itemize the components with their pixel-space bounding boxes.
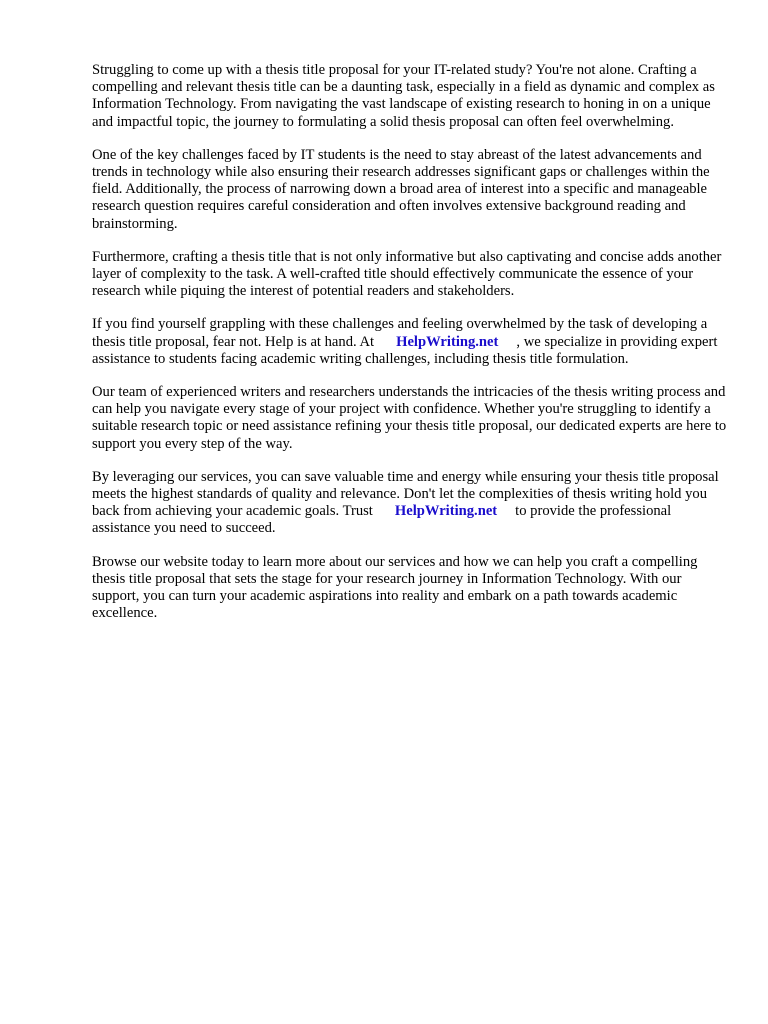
paragraph-services-text-end: to provide the professional assistance you need to succeed. [92,503,672,537]
helpwriting-link[interactable]: HelpWriting.net [394,503,498,520]
paragraph-help-offer [92,316,732,368]
paragraph-services-text: By leveraging our services, you can save valuable time and energy while ensuring your thesis title proposal meets the highest standards of quality and relevance. Don't let the complexities of thesis writing hold you back from achieving your academic goals. Trust [92,468,719,520]
helpwriting-link[interactable]: HelpWriting.net [396,333,499,350]
paragraph-title-complexity: Furthermore, crafting a thesis title that is not only informative but also captivating and concise adds another layer of complexity to the task. A well-crafted title should effectively communicate the essence of your research while piquing the interest of potential readers and stakeholders. [92,248,722,300]
paragraph-help-offer-text: If you find yourself grappling with these challenges and feeling overwhelmed by the task of developing a thesis title proposal, fear not. Help is at hand. At [92,316,708,350]
paragraph-help-offer-text-end: , we specialize in providing expert assistance to students facing academic writing challenges, including thesis title formulation. [92,333,718,367]
paragraph-intro: Struggling to come up with a thesis title proposal for your IT-related study? You're not alone. Crafting a compelling and relevant thesis title can be a daunting task, especially in a field as dynamic and complex as Information Technology. From navigating the vast landscape of existing research to honing in on a unique and impactful topic, the journey to formulating a solid thesis proposal can often feel overwhelming. [92,62,715,130]
paragraph-browse: Browse our website today to learn more about our services and how we can help you craft a compelling thesis title proposal that sets the stage for your research journey in Information Technology. With our support, you can turn your academic aspirations into reality and embark on a path towards academic excellence. [92,553,698,622]
paragraph-team: Our team of experienced writers and researchers understands the intricacies of the thesis writing process and can help you navigate every stage of your project with confidence. Whether you're struggling to identify a suitable research topic or need assistance refining your thesis title proposal, our dedicated experts are here to support you every step of the way. [92,384,727,452]
paragraph-services [92,469,732,538]
document-body [92,62,732,638]
paragraph-challenges: One of the key challenges faced by IT students is the need to stay abreast of the latest advancements and trends in technology while also ensuring their research addresses significant gaps or challenges within the field. Additionally, the process of narrowing down a broad area of interest into a specific and manageable research question requires careful consideration and often involves extensive background reading and brainstorming. [92,146,710,232]
